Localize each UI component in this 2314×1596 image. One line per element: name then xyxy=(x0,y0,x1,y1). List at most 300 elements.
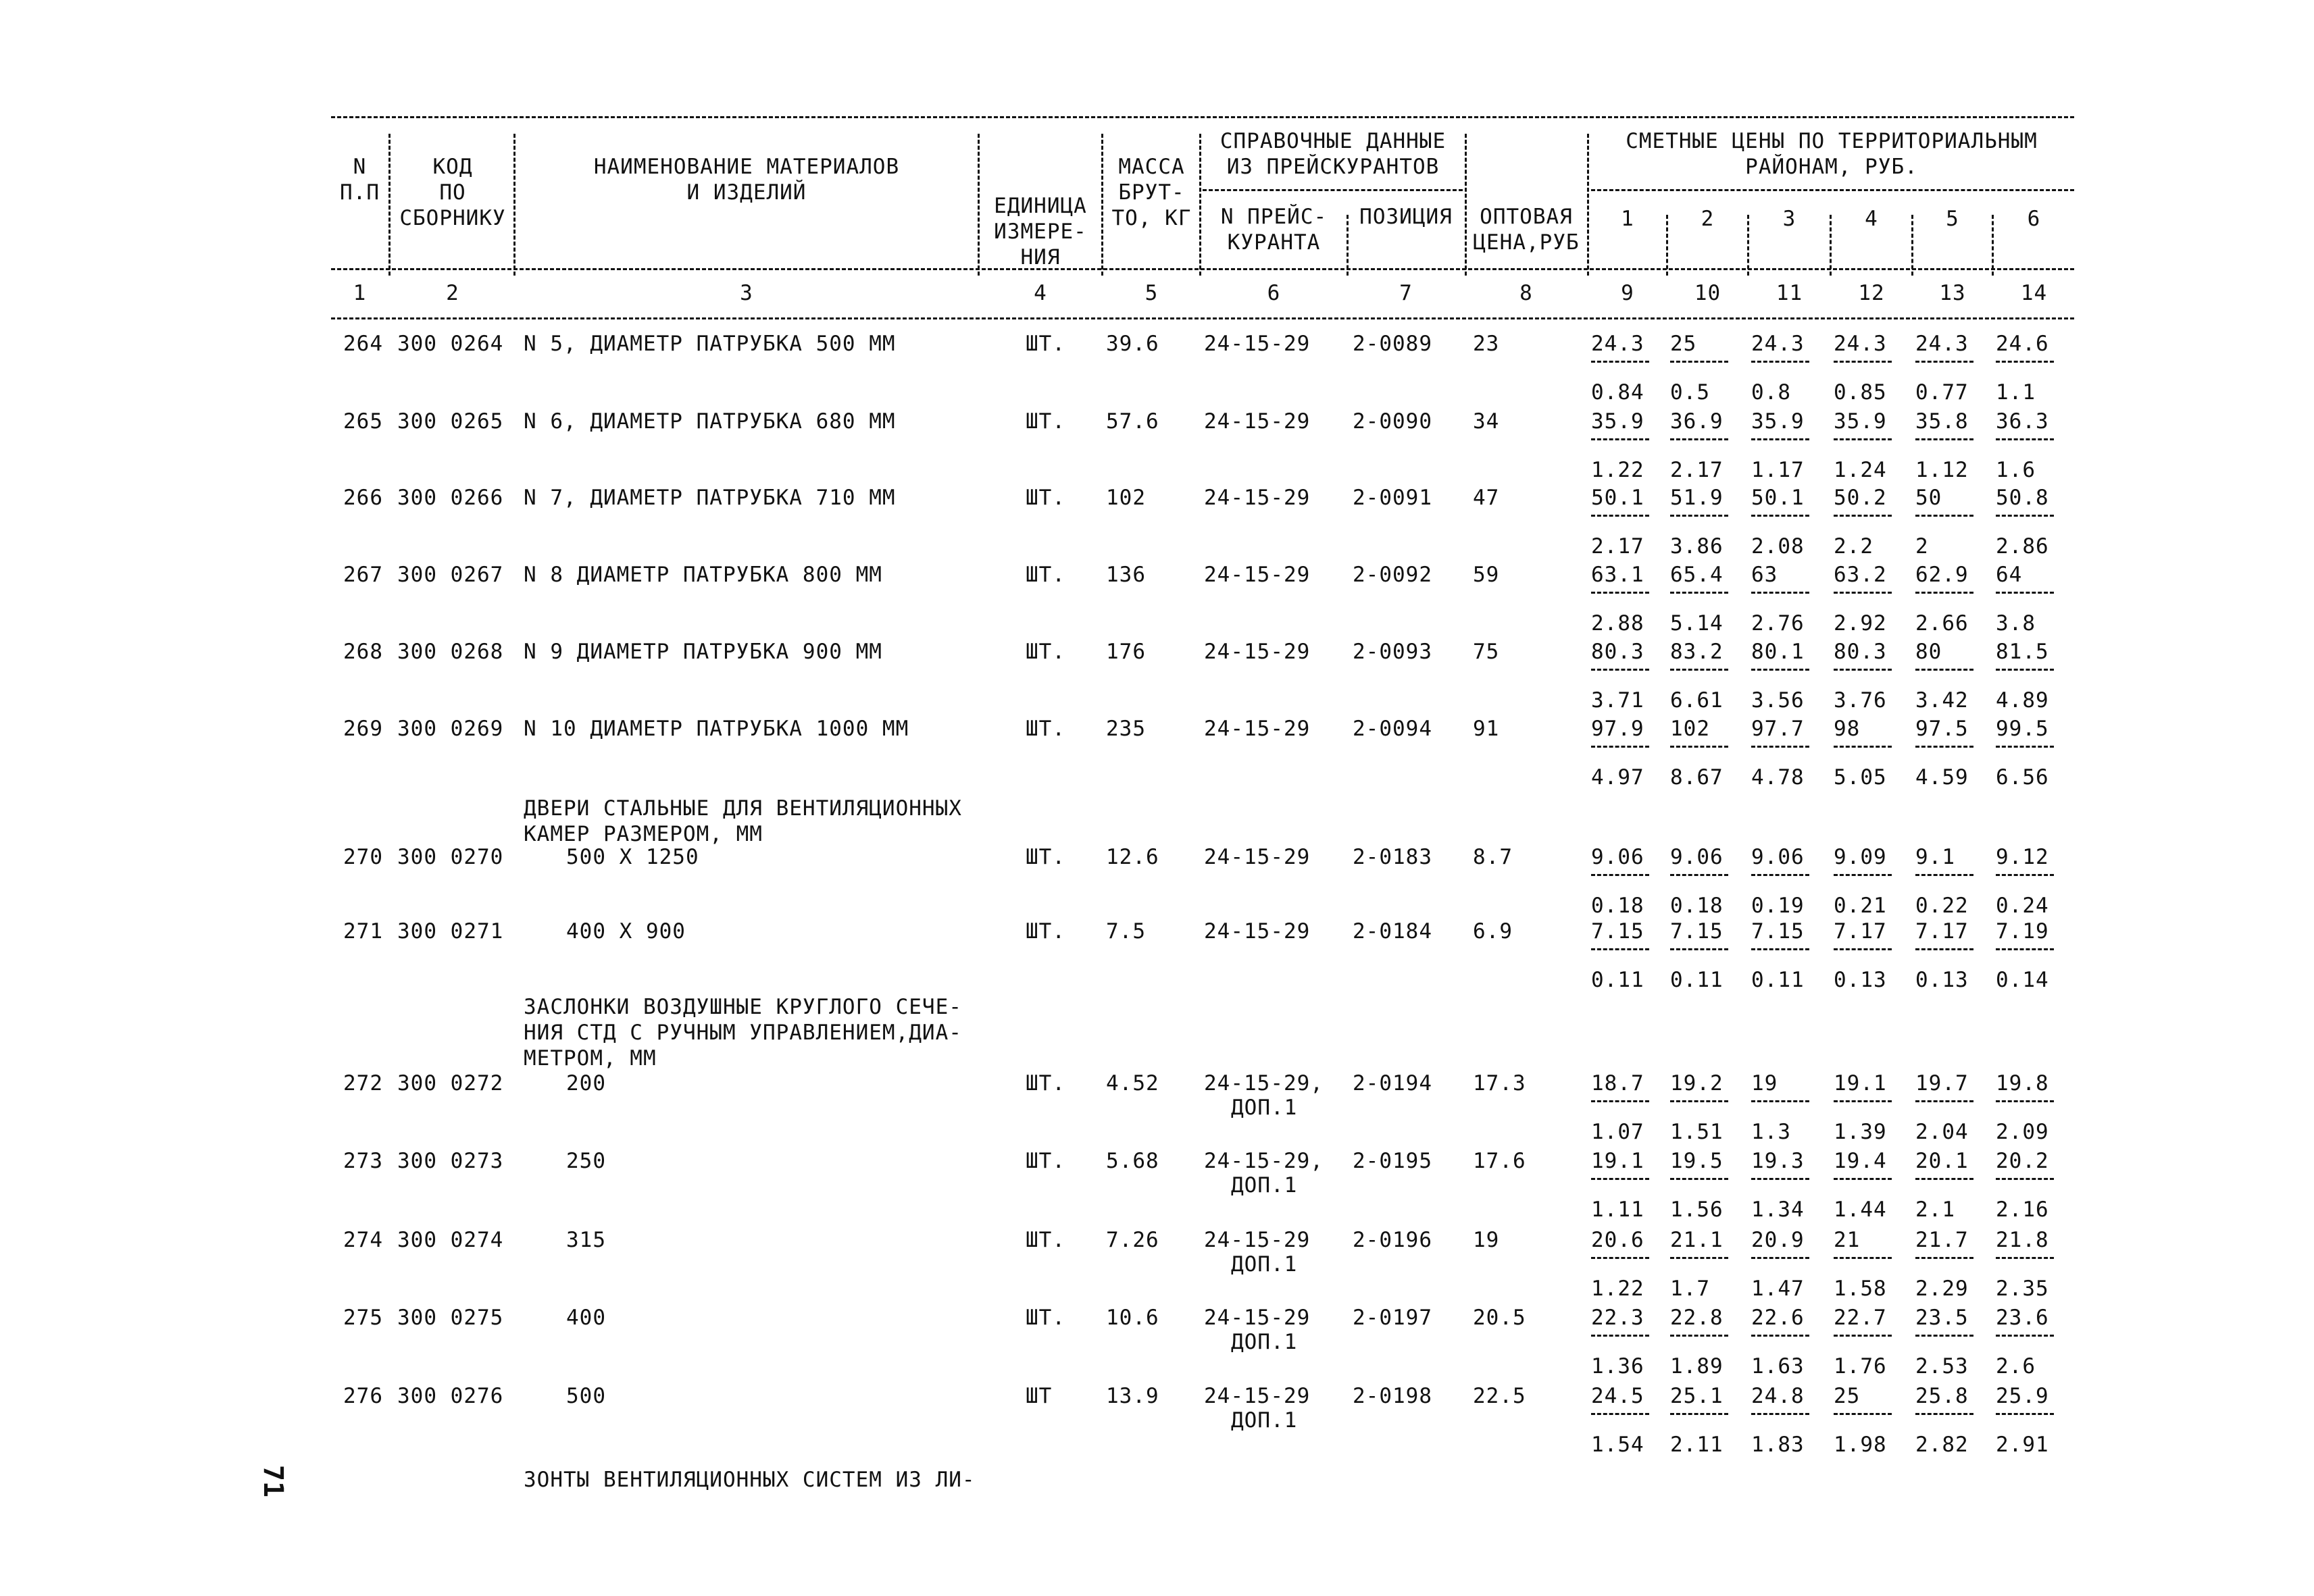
row-number: 275 xyxy=(343,1306,383,1330)
district-transport-cost: 1.58 xyxy=(1834,1277,1887,1301)
district-transport-cost: 4.97 xyxy=(1591,765,1644,790)
fraction-bar xyxy=(1915,1257,1973,1259)
fraction-bar xyxy=(1751,515,1809,517)
row-wholesale-price: 19 xyxy=(1473,1228,1500,1252)
fraction-bar xyxy=(1996,592,2054,594)
fraction-bar xyxy=(1751,1100,1809,1102)
row-position: 2-0195 xyxy=(1353,1149,1432,1173)
row-mass: 13.9 xyxy=(1106,1384,1159,1408)
district-price: 22.6 xyxy=(1751,1306,1805,1330)
row-wholesale-price: 20.5 xyxy=(1473,1306,1526,1330)
header-pricelist: N ПРЕЙС- КУРАНТА xyxy=(1220,205,1328,255)
district-price: 99.5 xyxy=(1996,717,2049,741)
fraction-bar xyxy=(1834,746,1892,748)
row-mass: 176 xyxy=(1106,640,1146,664)
header-group-rule xyxy=(1203,189,1463,191)
row-pricelist-supplement: ДОП.1 xyxy=(1231,1330,1298,1354)
district-transport-cost: 1.76 xyxy=(1834,1354,1887,1379)
row-code: 300 0264 xyxy=(397,332,504,356)
district-price: 24.3 xyxy=(1751,332,1805,356)
district-price: 63.1 xyxy=(1591,563,1644,587)
header-code: КОД ПО СБОРНИКУ xyxy=(399,155,506,230)
fraction-bar xyxy=(1915,746,1973,748)
district-price: 19 xyxy=(1751,1071,1778,1096)
row-unit: ШТ xyxy=(1026,1384,1053,1408)
district-transport-cost: 2.08 xyxy=(1751,534,1805,559)
district-transport-cost: 1.7 xyxy=(1670,1277,1710,1301)
row-mass: 5.68 xyxy=(1106,1149,1159,1173)
fraction-bar xyxy=(1996,515,2054,517)
fraction-bar xyxy=(1591,515,1649,517)
fraction-bar xyxy=(1996,746,2054,748)
fraction-bar xyxy=(1834,361,1892,363)
district-transport-cost: 3.8 xyxy=(1996,611,2036,636)
fraction-bar xyxy=(1670,1335,1728,1337)
district-price: 20.2 xyxy=(1996,1149,2049,1173)
district-transport-cost: 1.54 xyxy=(1591,1433,1644,1457)
column-number: 10 xyxy=(1694,281,1721,305)
district-transport-cost: 0.22 xyxy=(1915,894,1969,918)
district-transport-cost: 4.78 xyxy=(1751,765,1805,790)
district-price: 50.1 xyxy=(1591,486,1644,510)
fraction-bar xyxy=(1915,1100,1973,1102)
district-transport-cost: 2.11 xyxy=(1670,1433,1724,1457)
district-price: 80 xyxy=(1915,640,1942,664)
row-name: N 6, ДИАМЕТР ПАТРУБКА 680 ММ xyxy=(524,409,896,434)
row-pricelist: 24-15-29 xyxy=(1204,717,1311,741)
district-price: 63 xyxy=(1751,563,1778,587)
district-transport-cost: 1.83 xyxy=(1751,1433,1805,1457)
row-pricelist: 24-15-29 xyxy=(1204,486,1311,510)
district-transport-cost: 3.42 xyxy=(1915,688,1969,713)
row-code: 300 0275 xyxy=(397,1306,504,1330)
fraction-bar xyxy=(1834,1335,1892,1337)
district-transport-cost: 2.92 xyxy=(1834,611,1887,636)
district-transport-cost: 1.47 xyxy=(1751,1277,1805,1301)
fraction-bar xyxy=(1915,948,1973,950)
district-price: 35.9 xyxy=(1751,409,1805,434)
row-unit: ШТ. xyxy=(1026,563,1065,587)
row-code: 300 0276 xyxy=(397,1384,504,1408)
district-price: 7.15 xyxy=(1591,919,1644,944)
district-transport-cost: 1.07 xyxy=(1591,1120,1644,1144)
fraction-bar xyxy=(1751,592,1809,594)
row-code: 300 0267 xyxy=(397,563,504,587)
fraction-bar xyxy=(1915,438,1973,440)
fraction-bar xyxy=(1751,669,1809,671)
district-transport-cost: 0.5 xyxy=(1670,380,1710,405)
fraction-bar xyxy=(1591,1257,1649,1259)
row-wholesale-price: 91 xyxy=(1473,717,1500,741)
row-position: 2-0183 xyxy=(1353,845,1432,869)
header-wholesale: ОПТОВАЯ ЦЕНА,РУБ xyxy=(1473,205,1580,255)
fraction-bar xyxy=(1751,1335,1809,1337)
fraction-bar xyxy=(1834,1178,1892,1180)
district-price: 19.2 xyxy=(1670,1071,1724,1096)
row-unit: ШТ. xyxy=(1026,486,1065,510)
header-name: НАИМЕНОВАНИЕ МАТЕРИАЛОВ И ИЗДЕЛИЙ xyxy=(593,155,900,205)
header-position: ПОЗИЦИЯ xyxy=(1359,205,1453,229)
row-wholesale-price: 22.5 xyxy=(1473,1384,1526,1408)
district-transport-cost: 0.13 xyxy=(1915,968,1969,992)
district-price: 21.7 xyxy=(1915,1228,1969,1252)
district-price: 9.06 xyxy=(1751,845,1805,869)
district-transport-cost: 0.24 xyxy=(1996,894,2049,918)
district-price: 35.8 xyxy=(1915,409,1969,434)
district-price: 51.9 xyxy=(1670,486,1724,510)
fraction-bar xyxy=(1751,746,1809,748)
district-price: 9.06 xyxy=(1591,845,1644,869)
district-price: 80.1 xyxy=(1751,640,1805,664)
row-code: 300 0269 xyxy=(397,717,504,741)
district-transport-cost: 3.86 xyxy=(1670,534,1724,559)
row-position: 2-0092 xyxy=(1353,563,1432,587)
district-transport-cost: 5.05 xyxy=(1834,765,1887,790)
district-transport-cost: 0.11 xyxy=(1670,968,1724,992)
district-transport-cost: 1.1 xyxy=(1996,380,2036,405)
fraction-bar xyxy=(1670,874,1728,876)
fraction-bar xyxy=(1996,1335,2054,1337)
district-price: 50.2 xyxy=(1834,486,1887,510)
district-price: 22.3 xyxy=(1591,1306,1644,1330)
district-price: 80.3 xyxy=(1591,640,1644,664)
district-price: 20.9 xyxy=(1751,1228,1805,1252)
header-price-group: СМЕТНЫЕ ЦЕНЫ ПО ТЕРРИТОРИАЛЬНЫМ РАЙОНАМ, РУБ. xyxy=(1626,129,2038,179)
column-number: 1 xyxy=(353,281,367,305)
row-mass: 136 xyxy=(1106,563,1146,587)
row-name: 400 Х 900 xyxy=(566,919,686,944)
row-code: 300 0266 xyxy=(397,486,504,510)
district-transport-cost: 2.09 xyxy=(1996,1120,2049,1144)
district-price: 7.19 xyxy=(1996,919,2049,944)
district-price: 7.17 xyxy=(1834,919,1887,944)
row-pricelist: 24-15-29 xyxy=(1204,1384,1311,1408)
district-price: 7.15 xyxy=(1751,919,1805,944)
district-transport-cost: 2.04 xyxy=(1915,1120,1969,1144)
header-unit: ЕДИНИЦА ИЗМЕРЕ- НИЯ xyxy=(994,194,1087,269)
fraction-bar xyxy=(1915,515,1973,517)
fraction-bar xyxy=(1996,1178,2054,1180)
fraction-bar xyxy=(1834,592,1892,594)
row-position: 2-0094 xyxy=(1353,717,1432,741)
row-name: N 10 ДИАМЕТР ПАТРУБКА 1000 ММ xyxy=(524,717,909,741)
fraction-bar xyxy=(1915,1178,1973,1180)
row-pricelist: 24-15-29, xyxy=(1204,1071,1324,1096)
district-transport-cost: 1.44 xyxy=(1834,1198,1887,1222)
column-number: 5 xyxy=(1145,281,1159,305)
fraction-bar xyxy=(1670,361,1728,363)
district-price: 62.9 xyxy=(1915,563,1969,587)
district-transport-cost: 2.29 xyxy=(1915,1277,1969,1301)
fraction-bar xyxy=(1591,592,1649,594)
row-pricelist: 24-15-29 xyxy=(1204,1306,1311,1330)
district-transport-cost: 6.61 xyxy=(1670,688,1724,713)
district-price: 63.2 xyxy=(1834,563,1887,587)
row-name: N 8 ДИАМЕТР ПАТРУБКА 800 ММ xyxy=(524,563,882,587)
fraction-bar xyxy=(1915,874,1973,876)
district-transport-cost: 1.24 xyxy=(1834,458,1887,482)
row-position: 2-0194 xyxy=(1353,1071,1432,1096)
column-number: 6 xyxy=(1267,281,1281,305)
fraction-bar xyxy=(1996,874,2054,876)
district-transport-cost: 2.35 xyxy=(1996,1277,2049,1301)
district-price: 25 xyxy=(1834,1384,1861,1408)
fraction-bar xyxy=(1834,948,1892,950)
fraction-bar xyxy=(1751,1413,1809,1415)
district-transport-cost: 1.56 xyxy=(1670,1198,1724,1222)
district-transport-cost: 2.88 xyxy=(1591,611,1644,636)
district-transport-cost: 2.1 xyxy=(1915,1198,1955,1222)
district-price: 19.4 xyxy=(1834,1149,1887,1173)
fraction-bar xyxy=(1751,438,1809,440)
row-pricelist: 24-15-29 xyxy=(1204,640,1311,664)
district-transport-cost: 0.18 xyxy=(1670,894,1724,918)
row-pricelist: 24-15-29 xyxy=(1204,563,1311,587)
district-price: 24.3 xyxy=(1915,332,1969,356)
district-price: 25.9 xyxy=(1996,1384,2049,1408)
fraction-bar xyxy=(1996,438,2054,440)
district-transport-cost: 2.53 xyxy=(1915,1354,1969,1379)
district-price: 35.9 xyxy=(1834,409,1887,434)
header-top-rule xyxy=(331,116,2074,118)
district-price: 80.3 xyxy=(1834,640,1887,664)
fraction-bar xyxy=(1591,1413,1649,1415)
district-price: 9.12 xyxy=(1996,845,2049,869)
row-number: 274 xyxy=(343,1228,383,1252)
district-transport-cost: 0.84 xyxy=(1591,380,1644,405)
district-transport-cost: 5.14 xyxy=(1670,611,1724,636)
row-unit: ШТ. xyxy=(1026,717,1065,741)
row-pricelist-supplement: ДОП.1 xyxy=(1231,1408,1298,1433)
row-pricelist: 24-15-29 xyxy=(1204,409,1311,434)
header-district: 3 xyxy=(1782,207,1796,231)
district-price: 24.6 xyxy=(1996,332,2049,356)
row-position: 2-0197 xyxy=(1353,1306,1432,1330)
district-transport-cost: 1.17 xyxy=(1751,458,1805,482)
district-transport-cost: 0.14 xyxy=(1996,968,2049,992)
row-mass: 4.52 xyxy=(1106,1071,1159,1096)
row-number: 267 xyxy=(343,563,383,587)
fraction-bar xyxy=(1915,1413,1973,1415)
district-transport-cost: 3.71 xyxy=(1591,688,1644,713)
row-position: 2-0090 xyxy=(1353,409,1432,434)
fraction-bar xyxy=(1996,1100,2054,1102)
district-price: 98 xyxy=(1834,717,1861,741)
district-price: 102 xyxy=(1670,717,1710,741)
header-separator xyxy=(388,134,391,276)
fraction-bar xyxy=(1996,361,2054,363)
row-wholesale-price: 17.3 xyxy=(1473,1071,1526,1096)
fraction-bar xyxy=(1834,1257,1892,1259)
district-transport-cost: 0.21 xyxy=(1834,894,1887,918)
row-pricelist: 24-15-29 xyxy=(1204,919,1311,944)
fraction-bar xyxy=(1834,438,1892,440)
fraction-bar xyxy=(1834,1100,1892,1102)
district-price: 19.1 xyxy=(1834,1071,1887,1096)
district-price: 65.4 xyxy=(1670,563,1724,587)
row-unit: ШТ. xyxy=(1026,332,1065,356)
district-transport-cost: 4.89 xyxy=(1996,688,2049,713)
fraction-bar xyxy=(1834,874,1892,876)
fraction-bar xyxy=(1751,361,1809,363)
district-price: 19.5 xyxy=(1670,1149,1724,1173)
row-name: N 5, ДИАМЕТР ПАТРУБКА 500 ММ xyxy=(524,332,896,356)
column-number: 12 xyxy=(1858,281,1885,305)
fraction-bar xyxy=(1996,1257,2054,1259)
row-name: 200 xyxy=(566,1071,606,1096)
fraction-bar xyxy=(1670,438,1728,440)
district-price: 21 xyxy=(1834,1228,1861,1252)
district-transport-cost: 1.98 xyxy=(1834,1433,1887,1457)
section-heading-dampers: ЗАСЛОНКИ ВОЗДУШНЫЕ КРУГЛОГО СЕЧЕ- НИЯ СТД С РУЧНЫМ УПРАВЛЕНИЕМ,ДИА- МЕТРОМ, ММ xyxy=(524,995,962,1071)
district-price: 50.1 xyxy=(1751,486,1805,510)
row-number: 268 xyxy=(343,640,383,664)
row-number: 264 xyxy=(343,332,383,356)
header-district: 6 xyxy=(2027,207,2041,231)
district-transport-cost: 0.11 xyxy=(1751,968,1805,992)
fraction-bar xyxy=(1996,1413,2054,1415)
row-code: 300 0271 xyxy=(397,919,504,944)
district-price: 24.3 xyxy=(1834,332,1887,356)
row-wholesale-price: 75 xyxy=(1473,640,1500,664)
header-mass: МАССА БРУТ- ТО, КГ xyxy=(1111,155,1192,230)
row-number: 266 xyxy=(343,486,383,510)
page-number: 71 xyxy=(257,1464,289,1498)
row-code: 300 0265 xyxy=(397,409,504,434)
fraction-bar xyxy=(1915,361,1973,363)
district-transport-cost: 1.51 xyxy=(1670,1120,1724,1144)
row-name: 400 xyxy=(566,1306,606,1330)
row-mass: 10.6 xyxy=(1106,1306,1159,1330)
row-mass: 235 xyxy=(1106,717,1146,741)
district-price: 19.1 xyxy=(1591,1149,1644,1173)
fraction-bar xyxy=(1591,669,1649,671)
header-district: 2 xyxy=(1701,207,1715,231)
fraction-bar xyxy=(1751,874,1809,876)
fraction-bar xyxy=(1834,515,1892,517)
district-transport-cost: 2.17 xyxy=(1591,534,1644,559)
row-wholesale-price: 34 xyxy=(1473,409,1500,434)
district-transport-cost: 3.76 xyxy=(1834,688,1887,713)
row-code: 300 0273 xyxy=(397,1149,504,1173)
section-heading-hoods: ЗОНТЫ ВЕНТИЛЯЦИОННЫХ СИСТЕМ ИЗ ЛИ- xyxy=(524,1468,976,1492)
district-transport-cost: 2.16 xyxy=(1996,1198,2049,1222)
district-price: 50 xyxy=(1915,486,1942,510)
district-transport-cost: 3.56 xyxy=(1751,688,1805,713)
fraction-bar xyxy=(1591,1178,1649,1180)
district-price: 25 xyxy=(1670,332,1697,356)
district-transport-cost: 1.22 xyxy=(1591,1277,1644,1301)
row-wholesale-price: 47 xyxy=(1473,486,1500,510)
row-number: 273 xyxy=(343,1149,383,1173)
district-price: 24.5 xyxy=(1591,1384,1644,1408)
district-price: 24.8 xyxy=(1751,1384,1805,1408)
row-mass: 57.6 xyxy=(1106,409,1159,434)
district-transport-cost: 2.86 xyxy=(1996,534,2049,559)
row-number: 272 xyxy=(343,1071,383,1096)
fraction-bar xyxy=(1591,1100,1649,1102)
district-price: 81.5 xyxy=(1996,640,2049,664)
fraction-bar xyxy=(1591,1335,1649,1337)
row-pricelist-supplement: ДОП.1 xyxy=(1231,1252,1298,1277)
fraction-bar xyxy=(1751,948,1809,950)
district-price: 7.17 xyxy=(1915,919,1969,944)
fraction-bar xyxy=(1915,669,1973,671)
column-number: 13 xyxy=(1939,281,1966,305)
district-price: 9.06 xyxy=(1670,845,1724,869)
district-transport-cost: 1.89 xyxy=(1670,1354,1724,1379)
district-transport-cost: 2.17 xyxy=(1670,458,1724,482)
column-number: 2 xyxy=(446,281,459,305)
column-number: 7 xyxy=(1399,281,1413,305)
row-pricelist-supplement: ДОП.1 xyxy=(1231,1096,1298,1120)
fraction-bar xyxy=(1670,592,1728,594)
district-price: 25.8 xyxy=(1915,1384,1969,1408)
column-number: 8 xyxy=(1519,281,1533,305)
fraction-bar xyxy=(1670,1257,1728,1259)
fraction-bar xyxy=(1915,592,1973,594)
section-heading-doors: ДВЕРИ СТАЛЬНЫЕ ДЛЯ ВЕНТИЛЯЦИОННЫХ КАМЕР РАЗМЕРОМ, ММ xyxy=(524,796,962,846)
district-transport-cost: 1.34 xyxy=(1751,1198,1805,1222)
column-number: 11 xyxy=(1776,281,1803,305)
district-price: 97.9 xyxy=(1591,717,1644,741)
fraction-bar xyxy=(1670,1178,1728,1180)
district-price: 36.3 xyxy=(1996,409,2049,434)
fraction-bar xyxy=(1591,746,1649,748)
row-position: 2-0093 xyxy=(1353,640,1432,664)
header-group-rule xyxy=(1591,189,2074,191)
row-number: 270 xyxy=(343,845,383,869)
fraction-bar xyxy=(1834,669,1892,671)
district-price: 20.1 xyxy=(1915,1149,1969,1173)
district-price: 24.3 xyxy=(1591,332,1644,356)
district-price: 19.7 xyxy=(1915,1071,1969,1096)
fraction-bar xyxy=(1751,1257,1809,1259)
row-name: N 9 ДИАМЕТР ПАТРУБКА 900 ММ xyxy=(524,640,882,664)
row-unit: ШТ. xyxy=(1026,409,1065,434)
row-mass: 102 xyxy=(1106,486,1146,510)
district-transport-cost: 0.18 xyxy=(1591,894,1644,918)
fraction-bar xyxy=(1591,438,1649,440)
fraction-bar xyxy=(1670,948,1728,950)
district-transport-cost: 4.59 xyxy=(1915,765,1969,790)
row-code: 300 0268 xyxy=(397,640,504,664)
row-name: 500 Х 1250 xyxy=(566,845,699,869)
district-price: 9.09 xyxy=(1834,845,1887,869)
fraction-bar xyxy=(1670,669,1728,671)
district-transport-cost: 1.63 xyxy=(1751,1354,1805,1379)
column-number: 3 xyxy=(740,281,753,305)
district-price: 64 xyxy=(1996,563,2023,587)
row-wholesale-price: 59 xyxy=(1473,563,1500,587)
row-number: 271 xyxy=(343,919,383,944)
district-price: 18.7 xyxy=(1591,1071,1644,1096)
header-bottom-rule xyxy=(331,268,2074,270)
row-unit: ШТ. xyxy=(1026,919,1065,944)
district-price: 21.8 xyxy=(1996,1228,2049,1252)
district-transport-cost: 0.11 xyxy=(1591,968,1644,992)
fraction-bar xyxy=(1751,1178,1809,1180)
district-price: 25.1 xyxy=(1670,1384,1724,1408)
row-pricelist: 24-15-29 xyxy=(1204,1228,1311,1252)
column-number: 14 xyxy=(2020,281,2048,305)
district-price: 23.5 xyxy=(1915,1306,1969,1330)
header-separator xyxy=(513,134,515,276)
row-code: 300 0274 xyxy=(397,1228,504,1252)
header-district: 1 xyxy=(1621,207,1634,231)
fraction-bar xyxy=(1670,515,1728,517)
row-position: 2-0091 xyxy=(1353,486,1432,510)
